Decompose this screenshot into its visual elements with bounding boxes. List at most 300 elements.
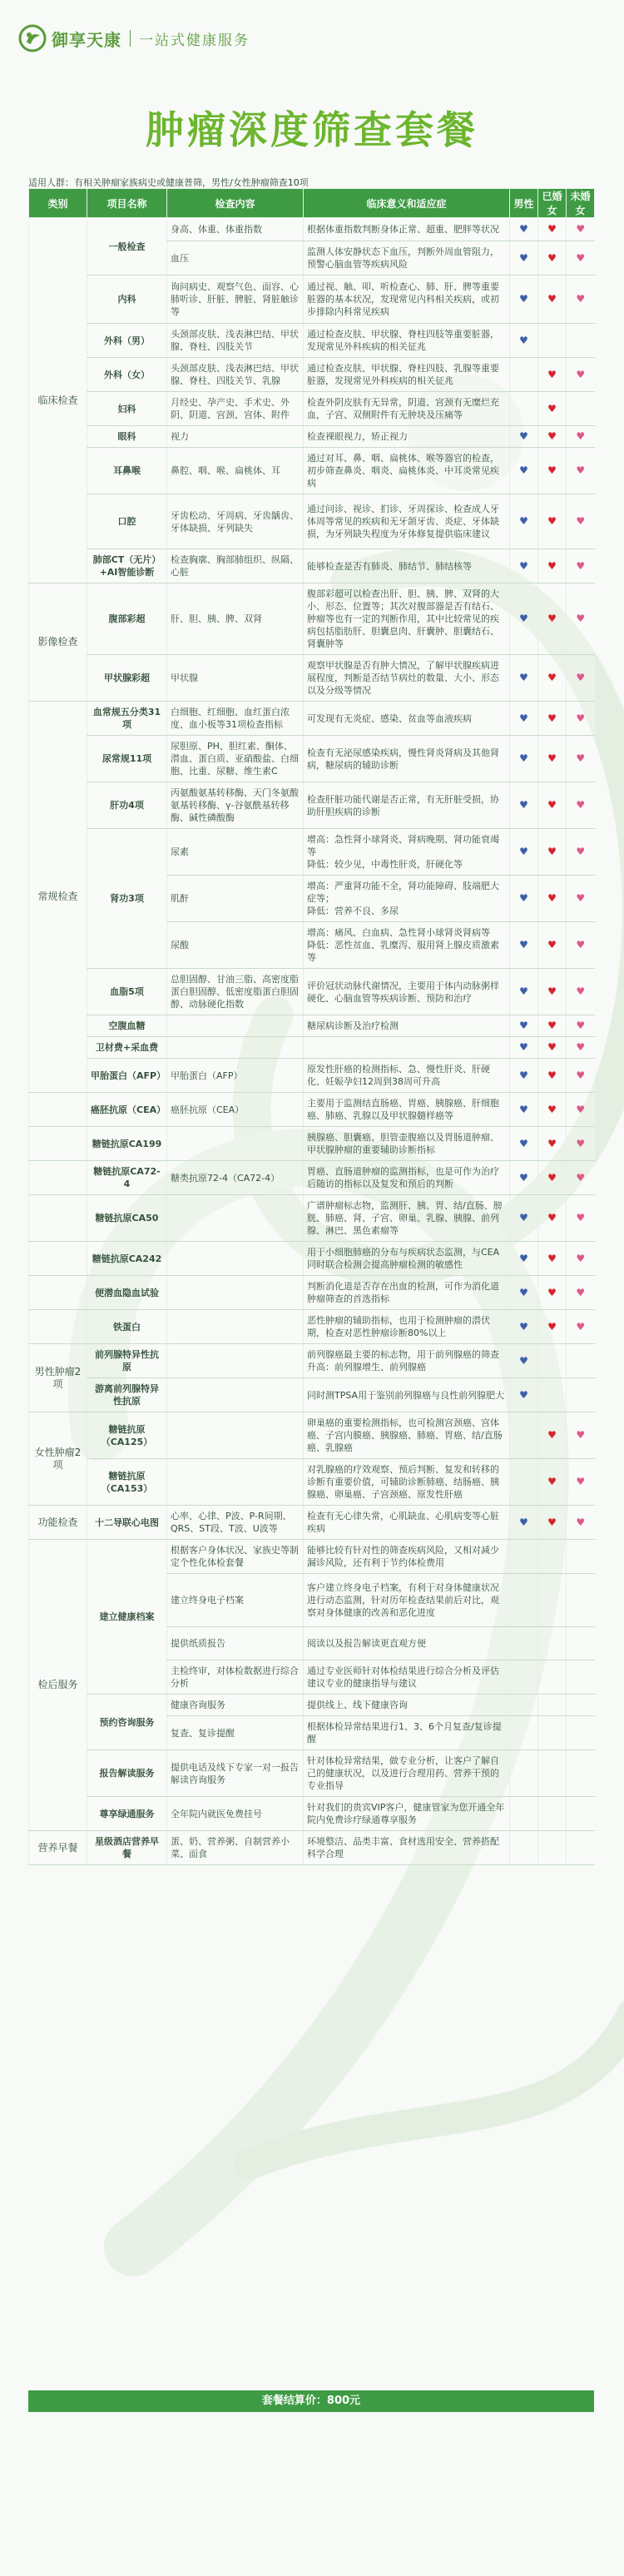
applicable-male-cell: [510, 1574, 538, 1627]
category-cell: 常规检查: [29, 702, 87, 1093]
applicable-unmarried-female-cell: [567, 1093, 595, 1127]
applicable-married-female-cell: [538, 275, 567, 324]
heart-icon: ♥: [576, 1041, 586, 1053]
item-name-cell: 糖链抗原CA242: [87, 1242, 167, 1276]
content-cell: [167, 1412, 304, 1459]
applicable-married-female-cell: [538, 218, 567, 241]
applicable-unmarried-female-cell: [567, 426, 595, 448]
applicable-male-cell: [510, 1195, 538, 1242]
content-cell: 提供纸质报告: [167, 1627, 304, 1660]
applicable-married-female-cell: [538, 1344, 567, 1378]
meaning-cell: 通过检查皮肤、甲状腺、脊柱四肢、乳腺等重要脏器，发现常见外科疾病的相关征兆: [304, 358, 510, 392]
heart-icon: ♥: [519, 1320, 528, 1333]
item-name-cell: 甲状腺彩超: [87, 655, 167, 702]
meaning-cell: 通过检查皮肤、甲状腺、脊柱四肢等重要脏器，发现常见外科疾病的相关征兆: [304, 324, 510, 358]
applicable-male-cell: [510, 829, 538, 876]
applicable-married-female-cell: [538, 426, 567, 448]
item-name-cell: 糖链抗原（CA125）: [87, 1412, 167, 1459]
applicable-male-cell: [510, 1127, 538, 1161]
applicable-unmarried-female-cell: [567, 1750, 595, 1797]
heart-icon: ♥: [576, 939, 586, 950]
brand-name: 御享天康: [52, 29, 121, 50]
heart-icon: ♥: [547, 1516, 557, 1528]
content-cell: 糖类抗原72-4（CA72-4）: [167, 1161, 304, 1195]
table-row: [29, 969, 595, 1015]
applicable-married-female-cell: [538, 1127, 567, 1161]
meaning-cell: 主要用于监测结直肠癌、胃癌、胰腺癌、肝细胞癌、肺癌、乳腺以及甲状腺髓样癌等: [304, 1093, 510, 1127]
heart-icon: ♥: [576, 1252, 586, 1264]
applicable-unmarried-female-cell: [567, 1574, 595, 1627]
table-row: [29, 702, 595, 736]
applicable-unmarried-female-cell: [567, 1695, 595, 1716]
heart-icon: ♥: [576, 1516, 586, 1528]
applicable-married-female-cell: [538, 1412, 567, 1459]
applicable-male-cell: [510, 275, 538, 324]
heart-icon: ♥: [519, 799, 528, 811]
applicable-married-female-cell: [538, 782, 567, 829]
table-row: [29, 448, 595, 494]
item-name-cell: 前列腺特异性抗原: [87, 1344, 167, 1378]
heart-icon: ♥: [576, 1212, 586, 1223]
applicable-male-cell: [510, 736, 538, 782]
heart-icon: ♥: [519, 251, 528, 264]
applicable-unmarried-female-cell: [567, 1127, 595, 1161]
heart-icon: ♥: [547, 672, 557, 683]
meaning-cell: 恶性肿瘤的辅助指标，也用于检测肿瘤的潜伏期，检查对恶性肿瘤诊断80%以上: [304, 1310, 510, 1344]
table-row: [29, 1195, 595, 1242]
heart-icon: ♥: [547, 1020, 557, 1031]
applicable-male-cell: [510, 241, 538, 275]
item-name-cell: 尿常规11项: [87, 736, 167, 782]
applicable-married-female-cell: [538, 969, 567, 1015]
heart-icon: ♥: [576, 672, 586, 683]
table-row: [29, 1750, 595, 1797]
brand-header: [18, 22, 250, 55]
applicable-male-cell: [510, 1059, 538, 1093]
applicable-unmarried-female-cell: [567, 1015, 595, 1037]
item-name-cell: 肾功3项: [87, 829, 167, 969]
item-name-cell: 外科（男）: [87, 324, 167, 358]
applicable-male-cell: [510, 358, 538, 392]
item-name-cell: 耳鼻喉: [87, 448, 167, 494]
content-cell: 询问病史、观察气色、面容、心肺听诊、肝脏、脾脏、肾脏触诊等: [167, 275, 304, 324]
item-name-cell: 甲胎蛋白（AFP）: [87, 1059, 167, 1093]
content-cell: 头颈部皮肤、浅表淋巴结、甲状腺、脊柱、四肢关节: [167, 324, 304, 358]
applicable-male-cell: [510, 426, 538, 448]
applicable-male-cell: [510, 549, 538, 583]
applicable-married-female-cell: [538, 1506, 567, 1540]
item-name-cell: 星级酒店营养早餐: [87, 1831, 167, 1865]
table-row: [29, 358, 595, 392]
content-cell: 健康咨询服务: [167, 1695, 304, 1716]
content-cell: 提供电话及线下专家一对一报告解读咨询服务: [167, 1750, 304, 1797]
item-name-cell: 便潜血隐血试验: [87, 1276, 167, 1310]
column-header-item: 项目名称: [87, 189, 167, 218]
meaning-cell: 前列腺癌最主要的标志物，用于前列腺癌的筛查 升高：前列腺增生、前列腺癌: [304, 1344, 510, 1378]
heart-icon: ♥: [519, 464, 528, 476]
content-cell: 蛋、奶、营养粥、自制营养小菜、面食: [167, 1831, 304, 1865]
content-cell: 建立终身电子档案: [167, 1574, 304, 1627]
heart-icon: ♥: [576, 1429, 586, 1441]
applicable-unmarried-female-cell: [567, 218, 595, 241]
heart-icon: ♥: [547, 223, 557, 235]
table-row: [29, 1797, 595, 1831]
applicable-unmarried-female-cell: [567, 392, 595, 426]
heart-icon: ♥: [576, 1137, 586, 1149]
heart-icon: ♥: [519, 1212, 528, 1223]
heart-icon: ♥: [519, 846, 528, 857]
applicable-married-female-cell: [538, 358, 567, 392]
brand-slogan: 一站式健康服务: [139, 32, 250, 49]
applicable-married-female-cell: [538, 829, 567, 876]
applicable-male-cell: [510, 448, 538, 494]
category-cell: [29, 1161, 87, 1195]
meaning-cell: 评价冠状动脉代谢情况，主要用于体内动脉粥样硬化、心脑血管等疾病诊断、预防和治疗: [304, 969, 510, 1015]
meaning-cell: 增高：急性肾小球肾炎、肾病晚期、肾功能衰竭等 降低：较少见，中毒性肝炎，肝硬化等: [304, 829, 510, 876]
heart-icon: ♥: [519, 1069, 528, 1081]
applicable-married-female-cell: [538, 1037, 567, 1059]
content-cell: 尿胆原、PH、胆红素、酮体、潜血、蛋白质、亚硝酸盐、白细胞、比重、尿糖、维生素C: [167, 736, 304, 782]
column-header-unmarried-female: 未婚女: [567, 189, 595, 218]
applicable-unmarried-female-cell: [567, 1378, 595, 1412]
category-cell: 女性肿瘤2项: [29, 1412, 87, 1506]
applicable-unmarried-female-cell: [567, 969, 595, 1015]
table-row: [29, 1506, 595, 1540]
content-cell: 白细胞、红细胞、血红蛋白浓度、血小板等31项检查指标: [167, 702, 304, 736]
meaning-cell: 针对我们的贵宾VIP客户，健康管家为您开通全年院内免费诊疗绿通尊享服务: [304, 1797, 510, 1831]
applicable-married-female-cell: [538, 922, 567, 969]
meaning-cell: 能够检查是否有肺炎、肺结节、肺结核等: [304, 549, 510, 583]
content-cell: 甲胎蛋白（AFP）: [167, 1059, 304, 1093]
content-cell: 视力: [167, 426, 304, 448]
meaning-cell: 通过视、触、叩、听检查心、肺、肝、脾等重要脏器的基本状况，发现常见内科相关疾病，或初步排除内科常见疾病: [304, 275, 510, 324]
table-row: [29, 1161, 595, 1195]
heart-icon: ♥: [547, 1286, 557, 1298]
applicable-married-female-cell: [538, 1716, 567, 1750]
applicable-male-cell: [510, 1015, 538, 1037]
heart-icon: ♥: [547, 559, 557, 572]
applicable-unmarried-female-cell: [567, 1412, 595, 1459]
applicable-unmarried-female-cell: [567, 1037, 595, 1059]
applicable-married-female-cell: [538, 549, 567, 583]
applicable-married-female-cell: [538, 1093, 567, 1127]
heart-icon: ♥: [519, 1388, 528, 1401]
meaning-cell: 提供线上、线下健康咨询: [304, 1695, 510, 1716]
applicable-married-female-cell: [538, 1276, 567, 1310]
meaning-cell: 通过对耳、鼻、咽、扁桃体、喉等器官的检查，初步筛查鼻炎、咽炎、扁桃体炎、中耳炎常见疾病: [304, 448, 510, 494]
applicable-unmarried-female-cell: [567, 1310, 595, 1344]
item-name-cell: 血常规五分类31项: [87, 702, 167, 736]
heart-icon: ♥: [576, 559, 586, 572]
table-row: [29, 1015, 595, 1037]
applicable-male-cell: [510, 655, 538, 702]
table-row: [29, 1695, 595, 1716]
heart-icon: ♥: [547, 1041, 557, 1053]
applicable-unmarried-female-cell: [567, 1195, 595, 1242]
applicable-male-cell: [510, 876, 538, 922]
column-header-male: 男性: [510, 189, 538, 218]
content-cell: 肌酐: [167, 876, 304, 922]
item-name-cell: 尊享绿通服务: [87, 1797, 167, 1831]
applicable-married-female-cell: [538, 1242, 567, 1276]
heart-icon: ♥: [576, 1020, 586, 1031]
item-name-cell: 卫材费+采血费: [87, 1037, 167, 1059]
meaning-cell: 用于小细胞肺癌的分布与疾病状态监测，与CEA同时联合检测会提高肿瘤检测的敏感性: [304, 1242, 510, 1276]
heart-icon: ♥: [519, 672, 528, 683]
heart-icon: ♥: [576, 515, 586, 527]
heart-icon: ♥: [519, 1516, 528, 1528]
item-name-cell: 游离前列腺特异性抗原: [87, 1378, 167, 1412]
applicable-male-cell: [510, 1344, 538, 1378]
table-row: [29, 1310, 595, 1344]
heart-icon: ♥: [576, 712, 586, 724]
applicable-male-cell: [510, 1750, 538, 1797]
applicable-male-cell: [510, 1093, 538, 1127]
column-header-category: 类别: [29, 189, 87, 218]
heart-icon: ♥: [547, 1252, 557, 1264]
meaning-cell: [304, 1037, 510, 1059]
applicable-male-cell: [510, 1412, 538, 1459]
applicable-unmarried-female-cell: [567, 1831, 595, 1865]
content-cell: 癌胚抗原（CEA）: [167, 1093, 304, 1127]
applicable-male-cell: [510, 1242, 538, 1276]
applicable-married-female-cell: [538, 1310, 567, 1344]
heart-icon: ♥: [547, 613, 557, 624]
heart-icon: ♥: [547, 368, 557, 380]
applicable-unmarried-female-cell: [567, 922, 595, 969]
heart-icon: ♥: [519, 1103, 528, 1115]
heart-icon: ♥: [519, 223, 528, 235]
content-cell: 心率、心律、P波、P-R间期、QRS、ST段、T波、U波等: [167, 1506, 304, 1540]
applicable-married-female-cell: [538, 494, 567, 549]
applicable-unmarried-female-cell: [567, 1797, 595, 1831]
applicable-unmarried-female-cell: [567, 583, 595, 655]
heart-icon: ♥: [576, 1476, 586, 1487]
applicable-married-female-cell: [538, 1195, 567, 1242]
heart-icon: ♥: [519, 293, 528, 305]
applicable-married-female-cell: [538, 1161, 567, 1195]
applicable-male-cell: [510, 218, 538, 241]
applicable-unmarried-female-cell: [567, 1161, 595, 1195]
heart-icon: ♥: [547, 752, 557, 764]
applicable-unmarried-female-cell: [567, 1716, 595, 1750]
content-cell: [167, 1195, 304, 1242]
heart-icon: ♥: [576, 799, 586, 811]
item-name-cell: 一般检查: [87, 218, 167, 275]
heart-icon: ♥: [547, 712, 557, 724]
item-name-cell: 糖链抗原CA72-4: [87, 1161, 167, 1195]
meaning-cell: 根据体检异常结果进行1、3、6个月复查/复诊提醒: [304, 1716, 510, 1750]
applicable-married-female-cell: [538, 1831, 567, 1865]
table-row: [29, 583, 595, 655]
category-cell: [29, 1276, 87, 1310]
page-title: 肿瘤深度筛查套餐: [146, 107, 478, 152]
applicable-married-female-cell: [538, 1540, 567, 1574]
heart-icon: ♥: [576, 1320, 586, 1333]
table-row: [29, 1093, 595, 1127]
heart-icon: ♥: [547, 430, 557, 442]
applicable-male-cell: [510, 1540, 538, 1574]
item-name-cell: 肝功4项: [87, 782, 167, 829]
table-row: [29, 782, 595, 829]
meaning-cell: 能够比较有针对性的筛查疾病风险，又相对减少漏诊风险，还有利于节约体检费用: [304, 1540, 510, 1574]
meaning-cell: 检查有无心律失常，心肌缺血、心肌病变等心脏疾病: [304, 1506, 510, 1540]
applicable-male-cell: [510, 1310, 538, 1344]
content-cell: 主检终审，对体检数据进行综合分析: [167, 1660, 304, 1695]
applicable-married-female-cell: [538, 1378, 567, 1412]
applicable-married-female-cell: [538, 1015, 567, 1037]
applicable-male-cell: [510, 324, 538, 358]
heart-icon: ♥: [547, 1429, 557, 1441]
content-cell: [167, 1242, 304, 1276]
table-row: [29, 736, 595, 782]
content-cell: 甲状腺: [167, 655, 304, 702]
heart-icon: ♥: [576, 892, 586, 904]
applicable-married-female-cell: [538, 736, 567, 782]
heart-icon: ♥: [576, 293, 586, 305]
item-name-cell: 眼科: [87, 426, 167, 448]
item-name-cell: 糖链抗原（CA153）: [87, 1459, 167, 1506]
applicable-married-female-cell: [538, 876, 567, 922]
content-cell: 尿酸: [167, 922, 304, 969]
content-cell: [167, 1127, 304, 1161]
heart-icon: ♥: [547, 1137, 557, 1149]
applicable-married-female-cell: [538, 1627, 567, 1660]
applicable-unmarried-female-cell: [567, 494, 595, 549]
table-row: [29, 1276, 595, 1310]
table-row: [29, 1344, 595, 1378]
applicable-married-female-cell: [538, 241, 567, 275]
table-row: [29, 218, 595, 241]
heart-icon: ♥: [576, 1286, 586, 1298]
heart-icon: ♥: [519, 752, 528, 764]
heart-icon: ♥: [547, 515, 557, 527]
meaning-cell: 检查有无泌尿感染疾病，慢性肾炎肾病及其他肾病，糖尿病的辅助诊断: [304, 736, 510, 782]
applicable-married-female-cell: [538, 1660, 567, 1695]
applicable-unmarried-female-cell: [567, 1506, 595, 1540]
item-name-cell: 空腹血糖: [87, 1015, 167, 1037]
meaning-cell: 广谱肿瘤标志物，监测肝、胰、胃、结/直肠、膀胱、肺癌、肾、子宫、卵巢、乳腺、胰腺、前列腺、淋巴、黑色素瘤等: [304, 1195, 510, 1242]
meaning-cell: 同时测TPSA用于鉴别前列腺癌与良性前列腺肥大: [304, 1378, 510, 1412]
column-header-content: 检查内容: [167, 189, 304, 218]
item-name-cell: 十二导联心电图: [87, 1506, 167, 1540]
content-cell: 检查胸廓、胸部肺组织、纵隔、心脏: [167, 549, 304, 583]
table-row: [29, 1378, 595, 1412]
table-row: [29, 324, 595, 358]
brand-divider: [130, 30, 131, 47]
applicable-male-cell: [510, 494, 538, 549]
meaning-cell: 原发性肝癌的检测指标、急、慢性肝炎、肝硬化、妊娠孕妇12周到38周可升高: [304, 1059, 510, 1093]
heart-icon: ♥: [519, 1041, 528, 1053]
applicable-male-cell: [510, 782, 538, 829]
table-row: [29, 655, 595, 702]
content-cell: 鼻腔、咽、喉、扁桃体、耳: [167, 448, 304, 494]
content-cell: 总胆固醇、甘油三脂、高密度脂蛋白胆固醇、低密度脂蛋白胆固醇、动脉硬化指数: [167, 969, 304, 1015]
content-cell: 头颈部皮肤、浅表淋巴结、甲状腺、脊柱、四肢关节、乳腺: [167, 358, 304, 392]
meaning-cell: 阅读以及报告解读更直观方便: [304, 1627, 510, 1660]
heart-icon: ♥: [519, 334, 528, 346]
table-row: [29, 1037, 595, 1059]
applies-to-text: 适用人群：有相关肿瘤家族病史或健康普筛，男性/女性肿瘤筛查10项: [28, 177, 309, 188]
applicable-unmarried-female-cell: [567, 549, 595, 583]
item-name-cell: 预约咨询服务: [87, 1695, 167, 1750]
content-cell: 血压: [167, 241, 304, 275]
heart-icon: ♥: [547, 799, 557, 811]
heart-icon: ♥: [576, 752, 586, 764]
meaning-cell: 客户建立终身电子档案，有利于对身体健康状况进行动态监测，针对历年检查结果前后对比，观察对身体健康的改善和恶化进度: [304, 1574, 510, 1627]
heart-icon: ♥: [547, 985, 557, 997]
applicable-unmarried-female-cell: [567, 1242, 595, 1276]
category-cell: 临床检查: [29, 218, 87, 583]
item-name-cell: 糖链抗原CA50: [87, 1195, 167, 1242]
applicable-male-cell: [510, 702, 538, 736]
applicable-male-cell: [510, 392, 538, 426]
category-cell: 影像检查: [29, 583, 87, 702]
meaning-cell: 可发现有无炎症、感染、贫血等血液疾病: [304, 702, 510, 736]
heart-icon: ♥: [519, 985, 528, 997]
heart-icon: ♥: [547, 846, 557, 857]
meaning-cell: 对乳腺癌的疗效观察、预后判断、复发和转移的诊断有重要价值，可辅助诊断肺癌、结肠癌、胰腺癌、卵巢癌、子宫颈癌、原发性肝癌: [304, 1459, 510, 1506]
meaning-cell: 卵巢癌的重要检测指标，也可检测宫颈癌、宫体癌、子宫内膜癌、胰腺癌、肺癌、胃癌、结/直肠癌、乳腺癌: [304, 1412, 510, 1459]
heart-icon: ♥: [519, 1171, 528, 1184]
heart-icon: ♥: [519, 515, 528, 527]
item-name-cell: 口腔: [87, 494, 167, 549]
applicable-male-cell: [510, 969, 538, 1015]
applicable-male-cell: [510, 1276, 538, 1310]
table-row: [29, 1242, 595, 1276]
brand-logo-icon: [18, 24, 47, 52]
heart-icon: ♥: [576, 613, 586, 624]
applicable-male-cell: [510, 1459, 538, 1506]
heart-icon: ♥: [547, 892, 557, 904]
content-cell: 牙齿松动、牙周病、牙齿龋齿、牙体缺损、牙列缺失: [167, 494, 304, 549]
table-row: [29, 1459, 595, 1506]
content-cell: 复查、复诊提醒: [167, 1716, 304, 1750]
applicable-male-cell: [510, 1831, 538, 1865]
heart-icon: ♥: [576, 251, 586, 264]
table-row: [29, 1059, 595, 1093]
category-cell: [29, 1195, 87, 1242]
item-name-cell: 报告解读服务: [87, 1750, 167, 1797]
meaning-cell: 针对体检异常结果，做专业分析，让客户了解自己的健康状况，以及进行合理用药、营养干预的专业指导: [304, 1750, 510, 1797]
heart-icon: ♥: [519, 1286, 528, 1298]
applicable-married-female-cell: [538, 324, 567, 358]
meaning-cell: 检查肝脏功能代谢是否正常，有无肝脏受损，协助肝胆疾病的诊断: [304, 782, 510, 829]
table-row: [29, 1412, 595, 1459]
meaning-cell: 增高：严重肾功能不全，肾功能障碍、肢端肥大症等； 降低：营养不良、多尿: [304, 876, 510, 922]
applicable-unmarried-female-cell: [567, 829, 595, 876]
meaning-cell: 增高：痛风、白血病、急性肾小球肾炎肾病等 降低：恶性贫血、乳糜泻、服用肾上腺皮质激素等: [304, 922, 510, 969]
meaning-cell: 检查外阴皮肤有无异常，阴道、宫颈有无糜烂充血，子宫、双侧附件有无肿块及压痛等: [304, 392, 510, 426]
item-name-cell: 癌胚抗原（CEA）: [87, 1093, 167, 1127]
table-row: [29, 1540, 595, 1574]
applicable-unmarried-female-cell: [567, 324, 595, 358]
item-name-cell: 铁蛋白: [87, 1310, 167, 1344]
table-row: [29, 494, 595, 549]
heart-icon: ♥: [576, 223, 586, 235]
heart-icon: ♥: [547, 402, 557, 414]
applicable-unmarried-female-cell: [567, 1540, 595, 1574]
heart-icon: ♥: [519, 1252, 528, 1264]
applicable-unmarried-female-cell: [567, 1459, 595, 1506]
content-cell: 根据客户身体状况、家族史等制定个性化体检套餐: [167, 1540, 304, 1574]
heart-icon: ♥: [519, 613, 528, 624]
applicable-married-female-cell: [538, 1695, 567, 1716]
content-cell: [167, 1344, 304, 1378]
heart-icon: ♥: [519, 1354, 528, 1367]
table-row: [29, 426, 595, 448]
applicable-married-female-cell: [538, 1574, 567, 1627]
